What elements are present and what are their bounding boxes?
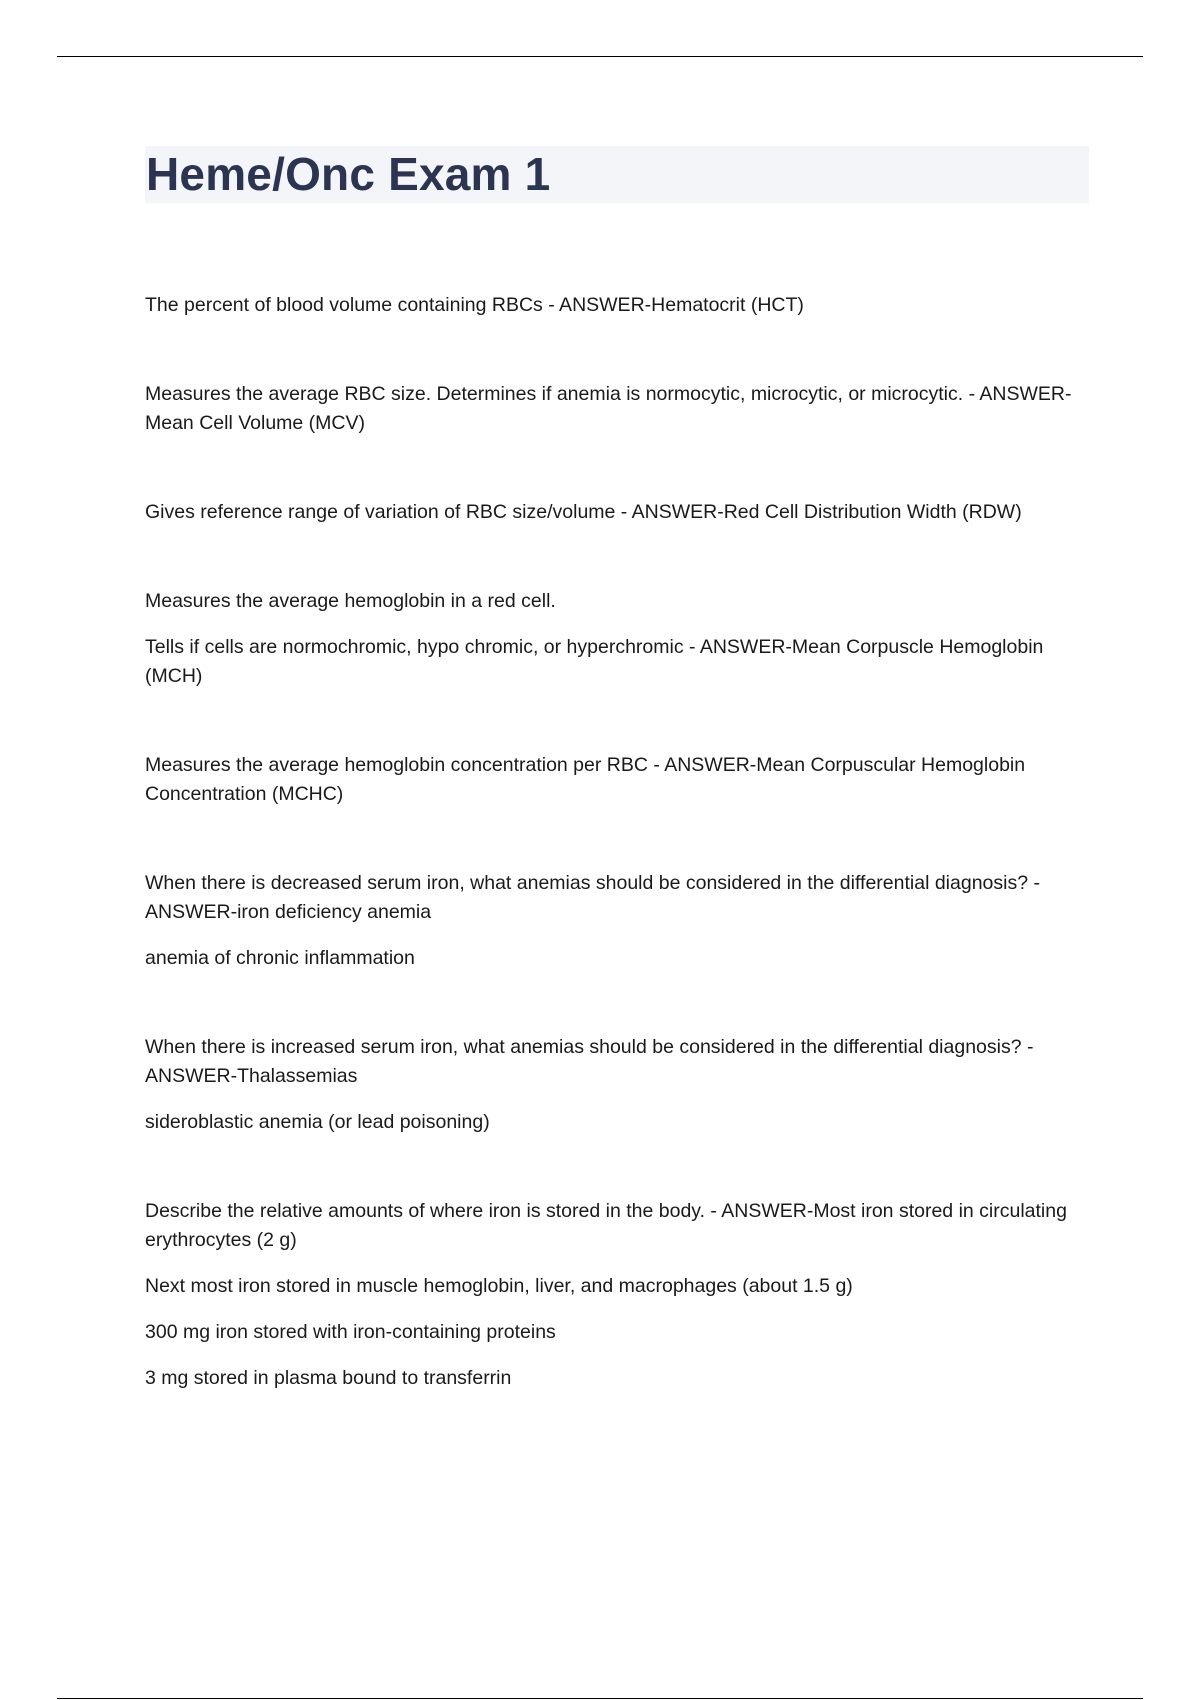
top-divider: [57, 56, 1143, 57]
qa-item: [145, 1033, 1075, 1137]
qa-text: When there is increased serum iron, what anemias should be considered in the differential diagnosis? - ANSWER-Thalassemias: [145, 1036, 1034, 1087]
qa-text: 3 mg stored in plasma bound to transferrin: [145, 1367, 512, 1389]
qa-item: [145, 380, 1075, 438]
qa-item: [145, 498, 1075, 527]
qa-text: anemia of chronic inflammation: [145, 947, 415, 969]
qa-text: Describe the relative amounts of where iron is stored in the body. - ANSWER-Most iron stored in circulating erythrocytes (2 g): [145, 1200, 1067, 1251]
qa-item: [145, 291, 1075, 320]
qa-text: Gives reference range of variation of RBC size/volume - ANSWER-Red Cell Distribution Width (RDW): [145, 501, 1022, 523]
qa-text: Measures the average hemoglobin in a red cell.: [145, 590, 556, 612]
qa-text: 300 mg iron stored with iron-containing proteins: [145, 1321, 556, 1343]
page-title: Heme/Onc Exam 1: [146, 148, 551, 200]
qa-list: [145, 291, 1075, 1453]
qa-text: sideroblastic anemia (or lead poisoning): [145, 1111, 490, 1133]
bottom-divider: [57, 1698, 1143, 1699]
qa-text: When there is decreased serum iron, what anemias should be considered in the differential diagnosis? - ANSWER-iron deficiency anemia: [145, 872, 1040, 923]
qa-text: Measures the average RBC size. Determines if anemia is normocytic, microcytic, or microcytic. - ANSWER-Mean Cell Volume (MCV): [145, 383, 1072, 434]
qa-text: Next most iron stored in muscle hemoglobin, liver, and macrophages (about 1.5 g): [145, 1275, 853, 1297]
qa-text: The percent of blood volume containing RBCs - ANSWER-Hematocrit (HCT): [145, 294, 804, 316]
qa-item: [145, 751, 1075, 809]
qa-item: [145, 1197, 1075, 1393]
qa-text: Measures the average hemoglobin concentration per RBC - ANSWER-Mean Corpuscular Hemoglobin Concentration (MCHC): [145, 754, 1026, 805]
qa-text: Tells if cells are normochromic, hypo chromic, or hyperchromic - ANSWER-Mean Corpuscle Hemoglobin (MCH): [145, 636, 1044, 687]
qa-item: [145, 869, 1075, 973]
qa-item: [145, 587, 1075, 691]
